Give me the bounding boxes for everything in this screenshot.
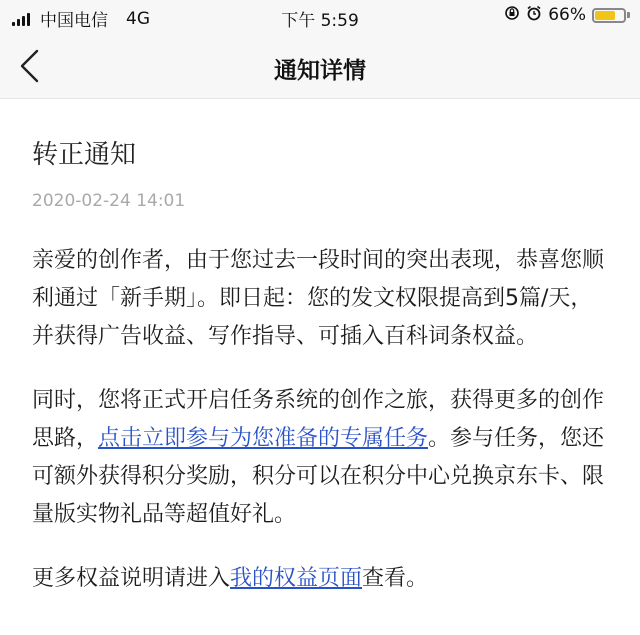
paragraph-3-text-start: 更多权益说明请进入 <box>32 566 231 591</box>
paragraph-2-text-start: 同时，您将正式开启任务系统的创作之旅，获得更多的创作思路， <box>32 388 605 451</box>
paragraph-2-text-end: 。参与任务，您还可额外获得积分奖励，积分可以在积分中心兑换京东卡、限量版实物礼品等超值好礼。 <box>32 426 605 527</box>
status-bar <box>0 0 640 34</box>
rights-page-link[interactable]: 我的权益页面 <box>230 566 363 591</box>
notice-paragraph-1: 亲爱的创作者，由于您过去一段时间的突出表现，恭喜您顺利通过「新手期」。即日起：您的发文权限提高到5篇/天，并获得广告收益、写作指导、可插入百科词条权益。 <box>32 248 605 349</box>
notice-paragraph-3 <box>32 560 612 598</box>
notice-timestamp: 2020-02-24 14:01 <box>32 191 186 211</box>
battery-tip <box>627 12 630 18</box>
battery-fill <box>595 11 615 20</box>
join-tasks-link[interactable]: 点击立即参与为您准备的专属任务 <box>98 426 429 451</box>
status-time: 下午 5:59 <box>281 11 359 31</box>
nav-bar <box>0 34 640 99</box>
alarm-icon <box>526 5 542 25</box>
battery-icon <box>592 8 626 23</box>
status-right <box>504 5 630 25</box>
notice-paragraph-2 <box>32 382 612 534</box>
carrier-name: 中国电信 <box>40 11 108 31</box>
notice-content <box>32 98 612 598</box>
orientation-lock-icon <box>504 5 520 25</box>
battery-percent: 66% <box>548 5 586 25</box>
network-type: 4G <box>126 8 150 29</box>
notice-title: 转正通知 <box>32 140 137 170</box>
paragraph-3-text-end: 查看。 <box>362 566 429 591</box>
page-header-title: 通知详情 <box>274 58 366 84</box>
